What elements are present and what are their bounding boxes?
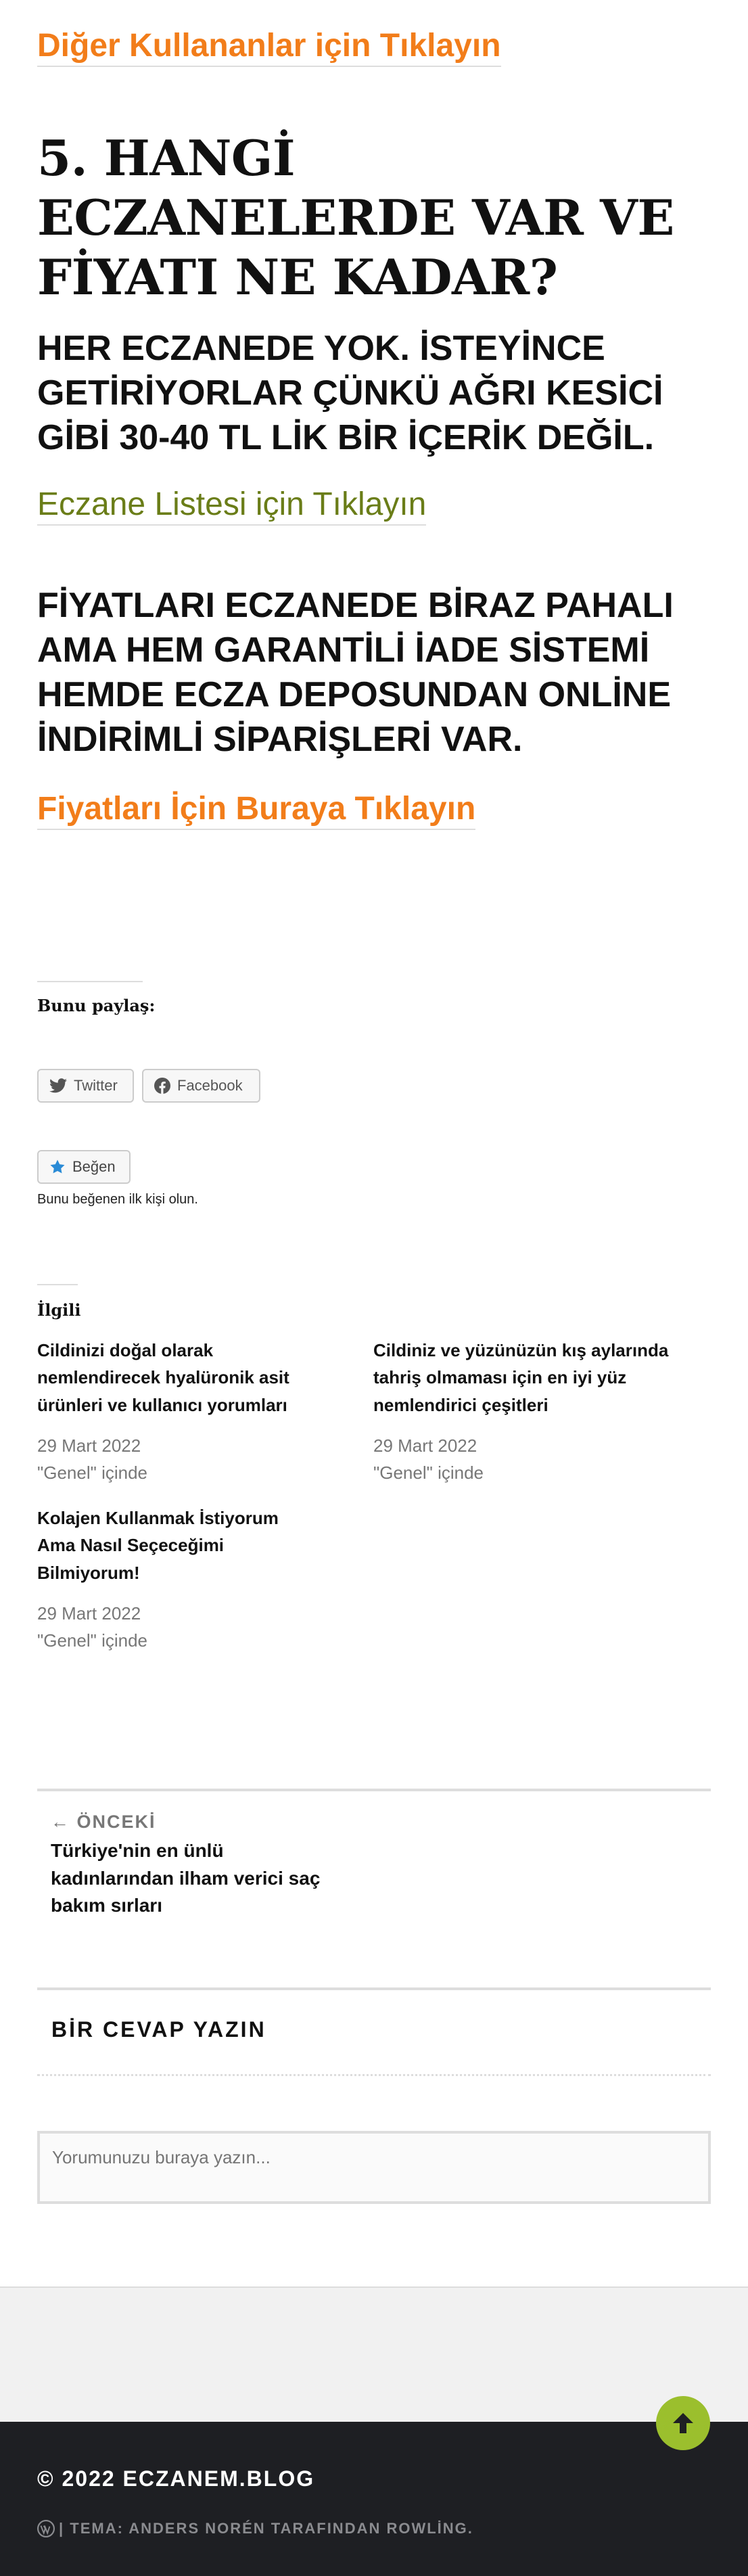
related-date: 29 Mart 2022 [373,1435,477,1456]
wordpress-icon[interactable] [37,2520,55,2537]
theme-credit-text[interactable]: | TEMA: ANDERS NORÉN TARAFINDAN ROWLİNG. [59,2520,473,2537]
footer-copyright[interactable]: © 2022 ECZANEM.BLOG [37,2466,315,2491]
related-title[interactable]: Kolajen Kullanmak İstiyorum Ama Nasıl Seçeceğimi Bilmiyorum! [37,1508,279,1583]
share-divider [37,981,143,982]
site-footer [0,2422,748,2576]
page-bottom-band [0,2286,748,2423]
footer-theme-credit [37,2520,473,2537]
twitter-label: Twitter [74,1077,118,1094]
other-users-link[interactable]: Diğer Kullananlar için Tıklayın [37,27,501,67]
related-item[interactable] [373,1337,684,1486]
like-label: Beğen [72,1158,116,1175]
star-icon [49,1159,66,1175]
back-to-top-button[interactable] [656,2396,710,2450]
related-date: 29 Mart 2022 [37,1435,141,1456]
related-date: 29 Mart 2022 [37,1603,141,1624]
like-note: Bunu beğenen ilk kişi olun. [37,1192,198,1207]
facebook-label: Facebook [177,1077,243,1094]
price-note: FİYATLARI ECZANEDE BİRAZ PAHALI AMA HEM GARANTİLİ İADE SİSTEMİ HEMDE ECZA DEPOSUNDAN ONLİNE İNDİRİMLİ SİPARİŞLERİ VAR. [37,586,674,760]
related-title[interactable]: Cildinizi doğal olarak nemlendirecek hyalüronik asit ürünleri ve kullanıcı yorumları [37,1340,289,1415]
related-category: "Genel" içinde [37,1630,147,1651]
prev-post-title[interactable]: Türkiye'nin en ünlü kadınlarından ilham verici saç bakım sırları [51,1840,321,1916]
arrow-up-icon [670,2410,697,2437]
facebook-share-button[interactable] [142,1069,260,1103]
related-item[interactable] [37,1337,328,1486]
comment-dotted-divider [37,2074,711,2076]
share-label: Bunu paylaş: [37,996,156,1015]
pharmacy-list-link[interactable]: Eczane Listesi için Tıklayın [37,486,426,526]
prev-post-label[interactable]: ← ÖNCEKİ [51,1812,156,1832]
comment-textarea[interactable] [37,2131,711,2204]
related-category: "Genel" içinde [373,1463,484,1484]
twitter-icon [49,1078,67,1093]
facebook-icon [154,1078,170,1094]
twitter-share-button[interactable] [37,1069,134,1103]
related-title[interactable]: Cildiniz ve yüzünüzün kış aylarında tahriş olmaması için en iyi yüz nemlendirici çeşitleri [373,1340,669,1415]
comment-divider [37,1987,711,1990]
section-subheading: HER ECZANEDE YOK. İSTEYİNCE GETİRİYORLAR ÇÜNKÜ AĞRI KESİCİ GİBİ 30-40 TL LİK BİR İÇERİK DEĞİL. [37,329,663,458]
related-divider [37,1284,78,1285]
prices-link[interactable]: Fiyatları İçin Buraya Tıklayın [37,790,475,830]
comment-heading: BİR CEVAP YAZIN [51,2017,266,2042]
related-label: İlgili [37,1300,81,1320]
section-heading: 5. HANGİ ECZANELERDE VAR VE FİYATI NE KADAR? [37,129,674,306]
like-button[interactable] [37,1150,131,1184]
post-nav-divider [37,1789,711,1791]
related-item[interactable] [37,1504,308,1654]
related-category: "Genel" içinde [37,1463,147,1484]
